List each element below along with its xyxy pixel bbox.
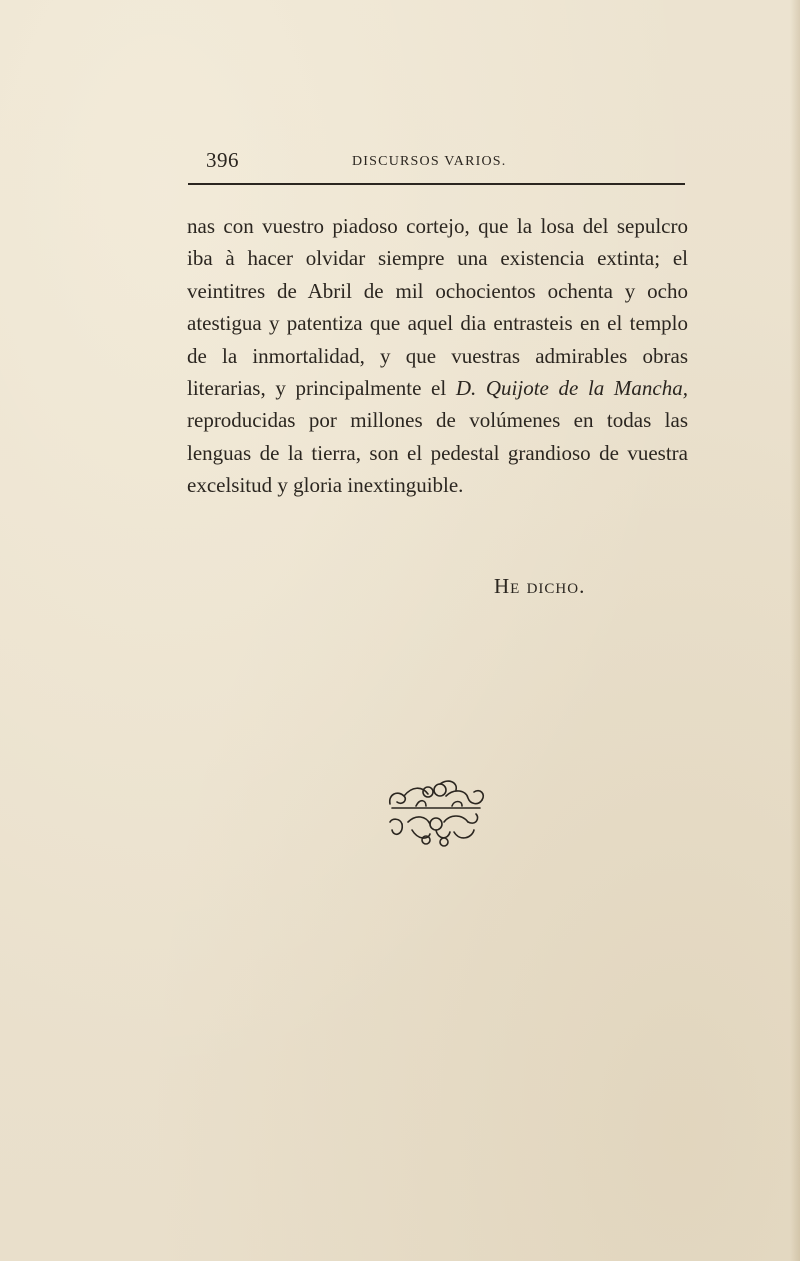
italic-book-title: D. Quijote de la Mancha, <box>455 376 688 401</box>
page-edge-shadow <box>790 0 800 1261</box>
sign-off: He dicho. <box>494 574 586 598</box>
paragraph <box>187 210 688 502</box>
paragraph-text-end: reproducidas por millones de volúmenes en todas las lenguas de la tierra, son el pedestal grandioso de vuestra excelsitud y gloria inextinguible. <box>187 408 688 498</box>
header-rule <box>188 183 685 185</box>
running-title: DISCURSOS VARIOS. <box>352 154 507 169</box>
fleuron-ornament-icon <box>382 778 490 852</box>
running-head <box>188 148 684 176</box>
paragraph-text-start: nas con vuestro piadoso cortejo, que la losa del sepulcro iba à hacer olvidar siempre una existencia extinta; el veintitres de Abril de mil ochocientos ochenta y ocho atestigua y patentiza que aquel dia entrasteis en el templo de la inmortalidad, y que vuestras admirables obras literarias, y principalmente el <box>187 214 688 401</box>
body-paragraph <box>187 210 688 502</box>
page-number: 396 <box>206 148 239 172</box>
